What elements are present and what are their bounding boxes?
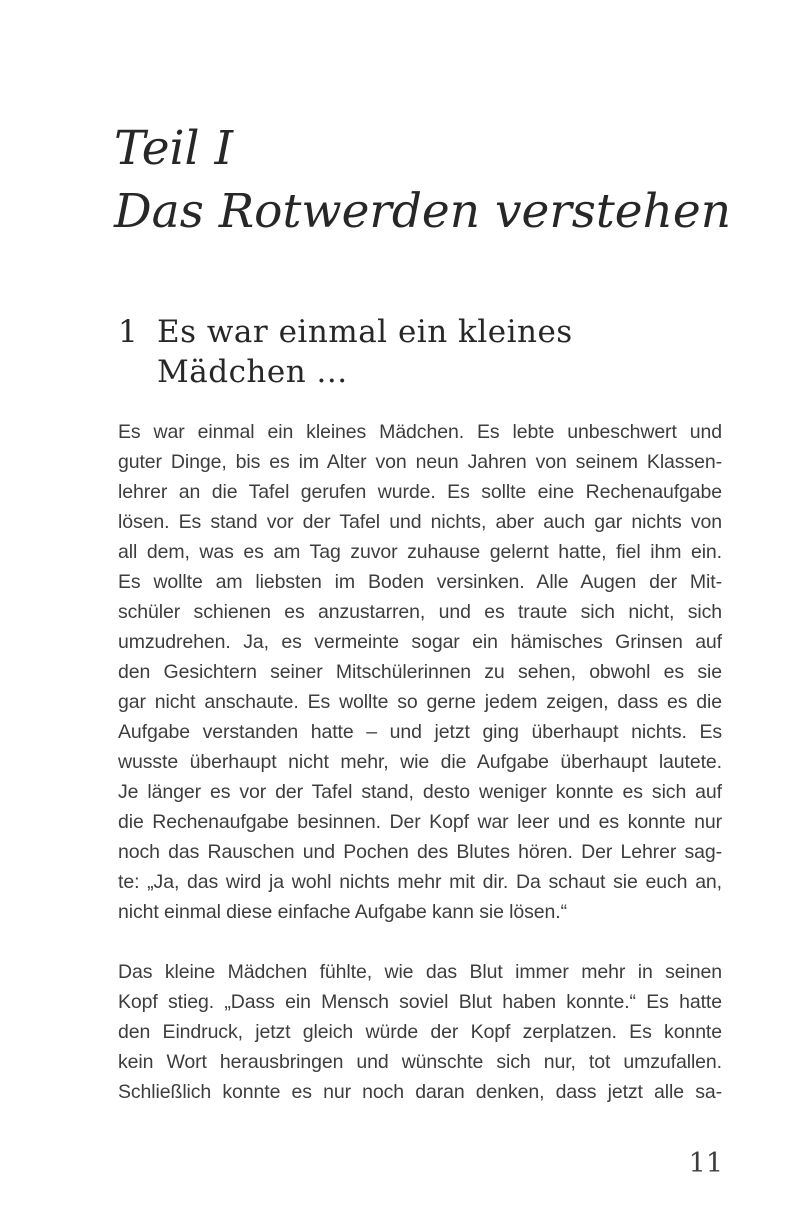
text-line: Aufgabe verstanden hatte – und jetzt ging überhaupt nichts. Es [118,721,722,743]
part-title-text: Das Rotwerden verstehen [114,184,731,239]
chapter-number: 1 [118,314,139,350]
text-line: lösen. Es stand vor der Tafel und nichts, aber auch gar nichts von [118,511,722,533]
text-line: Es wollte am liebsten im Boden versinken. Alle Augen der Mit- [118,571,722,593]
text-line: den Eindruck, jetzt gleich würde der Kopf zerplatzen. Es konnte [118,1021,722,1043]
text-line: nicht einmal diese einfache Aufgabe kann sie lösen.“ [118,901,568,923]
part-label: Teil I [114,121,234,176]
text-line: te: „Ja, das wird ja wohl nichts mehr mit dir. Da schaut sie euch an, [118,871,722,893]
paragraph [118,417,722,927]
body-text [118,417,722,1107]
paragraph [118,957,722,1107]
text-line: all dem, was es am Tag zuvor zuhause gelernt hatte, fiel ihm ein. [118,541,722,563]
chapter-heading [118,312,738,392]
text-line: noch das Rauschen und Pochen des Blutes hören. Der Lehrer sag- [118,841,722,863]
text-line: gar nicht anschaute. Es wollte so gerne jedem zeigen, dass es die [118,691,722,713]
text-line: Das kleine Mädchen fühlte, wie das Blut immer mehr in seinen [118,961,722,983]
text-line: schüler schienen es anzustarren, und es traute sich nicht, sich [118,601,722,623]
text-line: den Gesichtern seiner Mitschülerinnen zu sehen, obwohl es sie [118,661,722,683]
text-line: umzudrehen. Ja, es vermeinte sogar ein hämisches Grinsen auf [118,631,722,653]
text-line: Schließlich konnte es nur noch daran denken, dass jetzt alle sa- [118,1081,722,1103]
text-line: Kopf stieg. „Dass ein Mensch soviel Blut haben konnte.“ Es hatte [118,991,722,1013]
chapter-title [157,312,738,392]
part-title [114,117,731,243]
text-line: wusste überhaupt nicht mehr, wie die Aufgabe überhaupt lautete. [118,751,722,773]
text-line: guter Dinge, bis es im Alter von neun Jahren von seinem Klassen- [118,451,722,473]
text-line: Es war einmal ein kleines [157,314,573,350]
text-line: die Rechenaufgabe besinnen. Der Kopf war leer und es konnte nur [118,811,722,833]
text-line: Mädchen ... [157,354,348,390]
text-line: kein Wort herausbringen und wünschte sich nur, tot umzufallen. [118,1051,722,1073]
page-number: 11 [688,1148,723,1179]
text-line: Es war einmal ein kleines Mädchen. Es lebte unbeschwert und [118,421,722,443]
text-line: Je länger es vor der Tafel stand, desto weniger konnte es sich auf [118,781,722,803]
text-line: lehrer an die Tafel gerufen wurde. Es sollte eine Rechenaufgabe [118,481,722,503]
